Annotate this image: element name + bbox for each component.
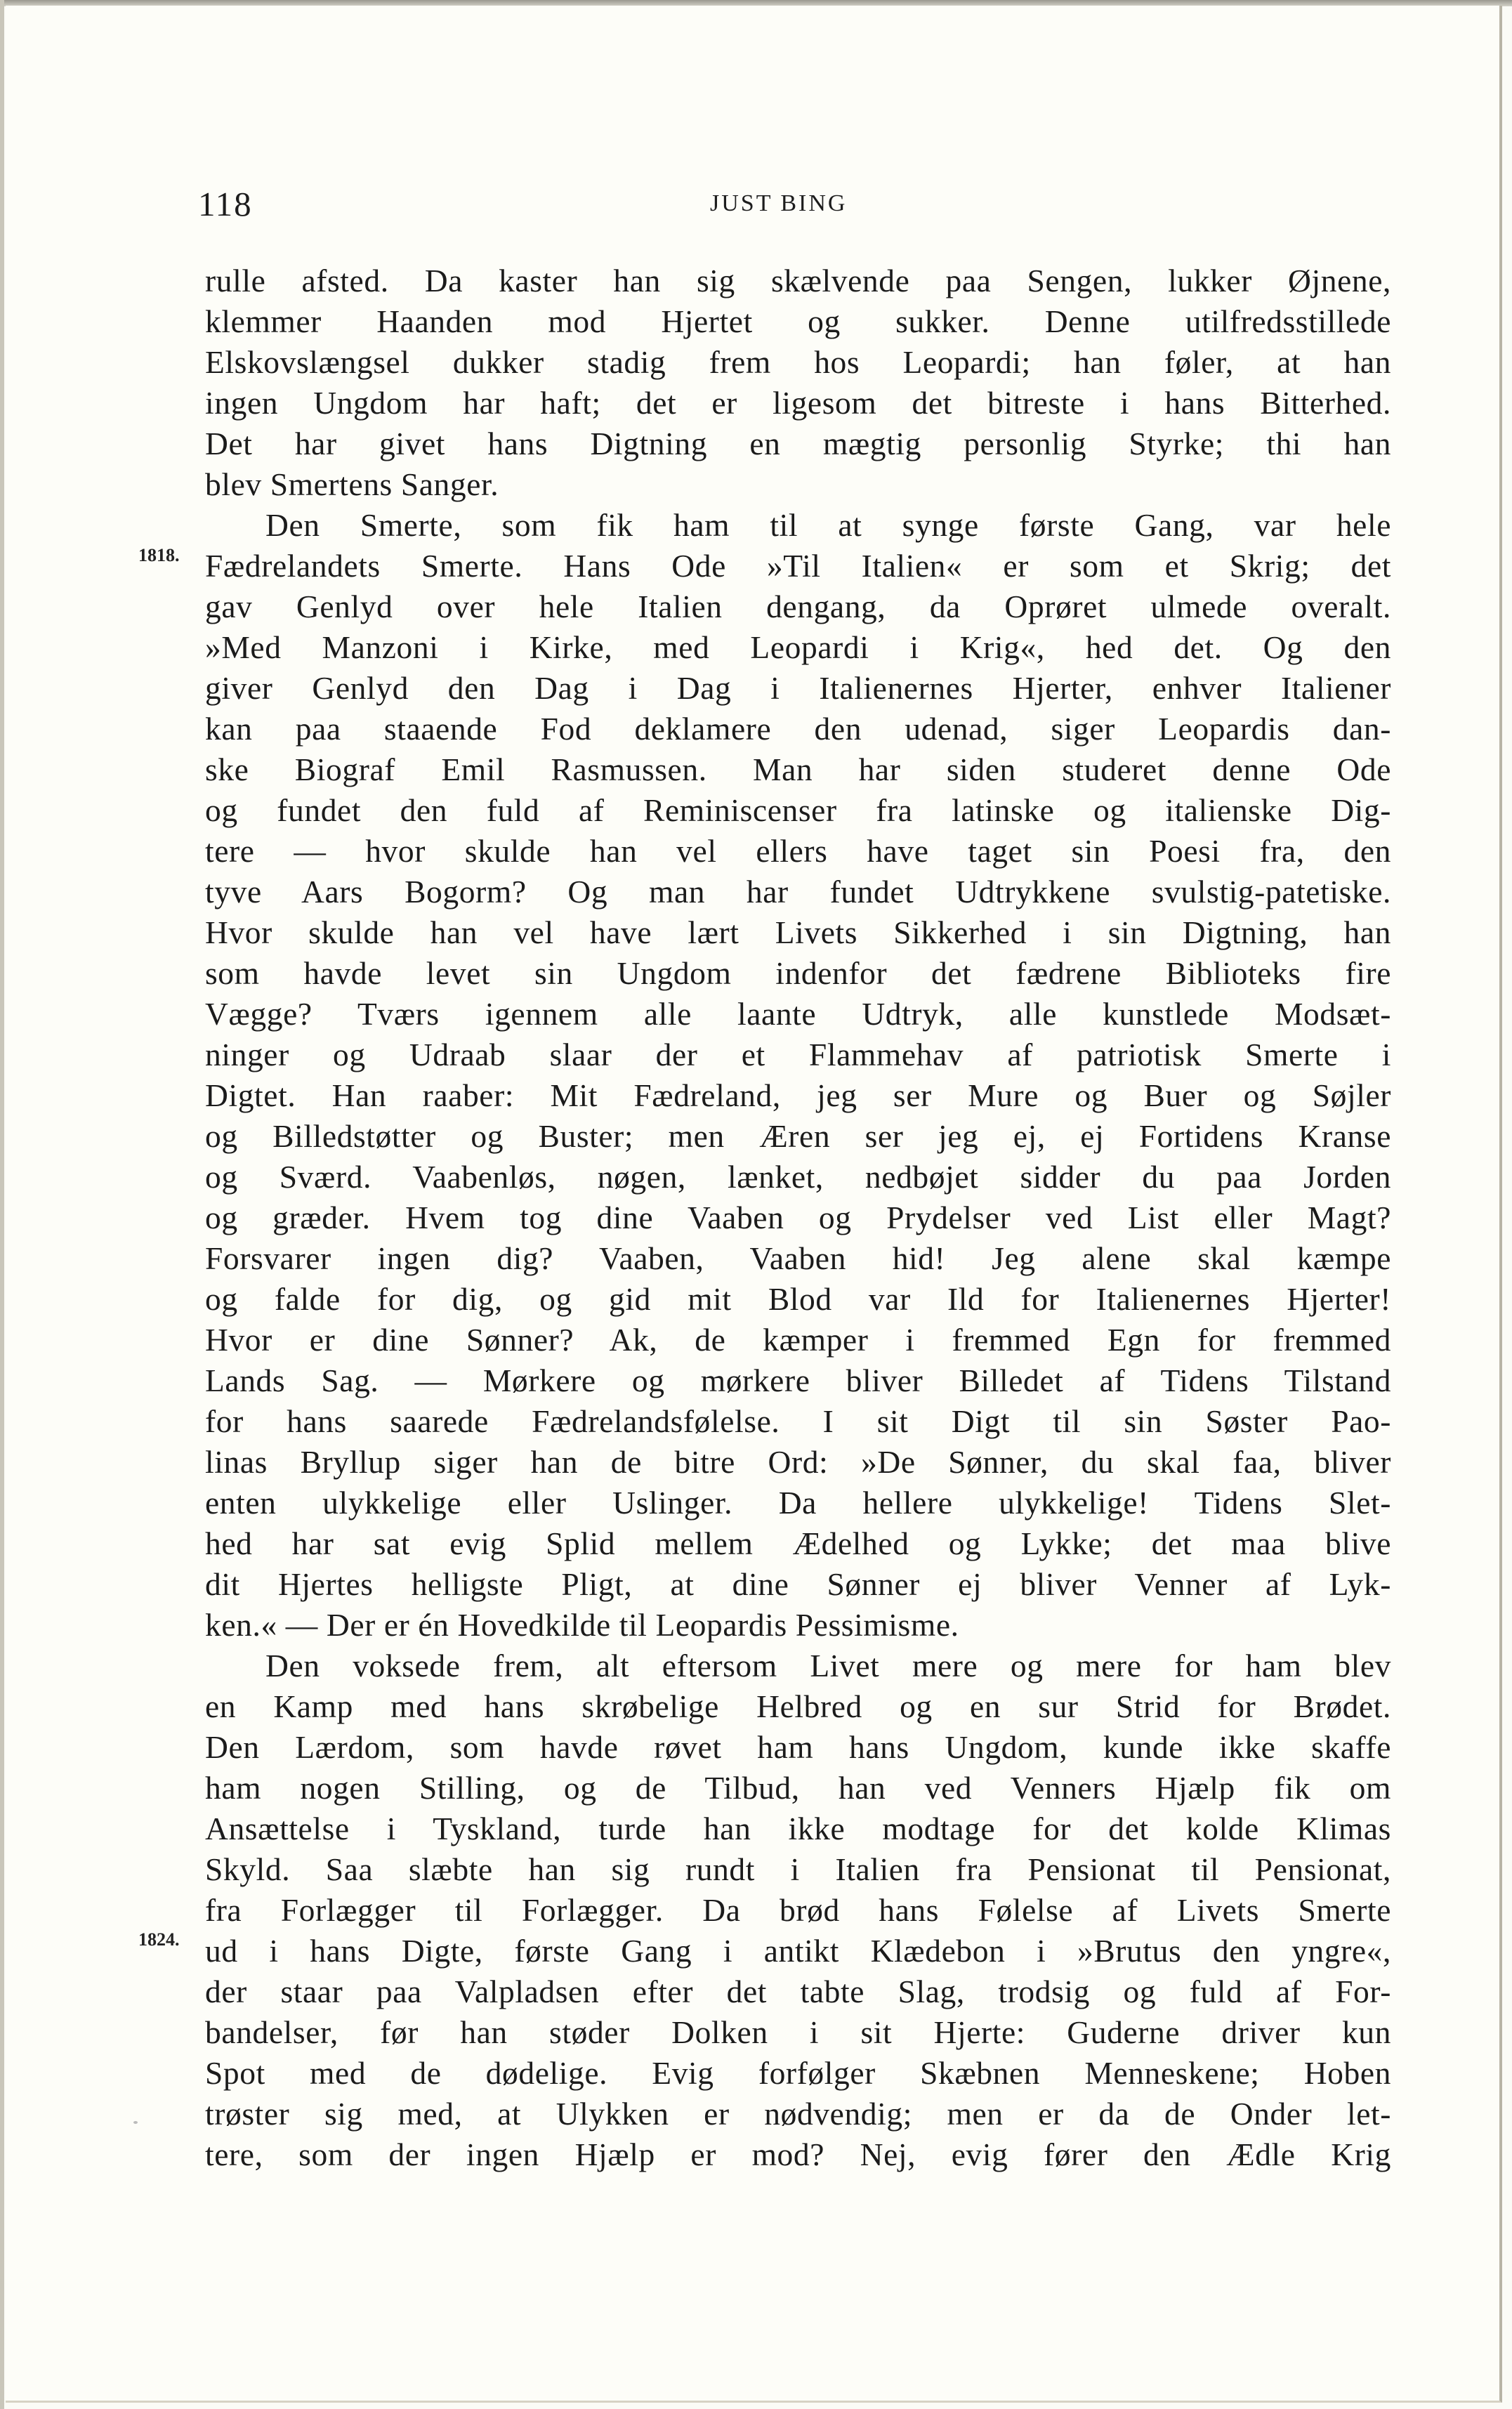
ink-smudge	[133, 2121, 138, 2124]
text-line: der staar paa Valpladsen efter det tabte Slag, trodsig og fuld af For-	[205, 1974, 1391, 2009]
text-line: ske Biograf Emil Rasmussen. Man har siden studeret denne Ode	[205, 751, 1391, 787]
text-line: Elskovslængsel dukker stadig frem hos Leopardi; han føler, at han	[205, 344, 1391, 380]
text-line: ken.« — Der er én Hovedkilde til Leopardis Pessimisme.	[205, 1607, 959, 1643]
margin-year-note: 1818.	[138, 545, 180, 565]
text-line: trøster sig med, at Ulykken er nødvendig; men er da de Onder let-	[205, 2096, 1391, 2132]
text-line: Den voksede frem, alt eftersom Livet mere og mere for ham blev	[265, 1648, 1391, 1683]
text-line: klemmer Haanden mod Hjertet og sukker. Denne utilfredsstillede	[205, 303, 1391, 339]
text-line: tere, som der ingen Hjælp er mod? Nej, evig fører den Ædle Krig	[205, 2136, 1391, 2172]
text-line: fra Forlægger til Forlægger. Da brød hans Følelse af Livets Smerte	[205, 1892, 1391, 1928]
text-line: og falde for dig, og gid mit Blod var Ild for Italienernes Hjerter!	[205, 1281, 1391, 1317]
text-line: »Med Manzoni i Kirke, med Leopardi i Krig«, hed det. Og den	[205, 629, 1391, 665]
text-line: Fædrelandets Smerte. Hans Ode »Til Italien« er som et Skrig; det	[205, 548, 1391, 584]
text-line: rulle afsted. Da kaster han sig skælvende paa Sengen, lukker Øjnene,	[205, 263, 1391, 298]
text-line: ham nogen Stilling, og de Tilbud, han ved Venners Hjælp fik om	[205, 1770, 1391, 1806]
text-line: og Sværd. Vaabenløs, nøgen, lænket, nedbøjet sidder du paa Jorden	[205, 1159, 1391, 1195]
text-line: Hvor skulde han vel have lært Livets Sikkerhed i sin Digtning, han	[205, 914, 1391, 950]
text-line: ninger og Udraab slaar der et Flammehav af patriotisk Smerte i	[205, 1037, 1391, 1072]
text-line: Vægge? Tværs igennem alle laante Udtryk, alle kunstlede Modsæt-	[205, 996, 1391, 1032]
text-line: ingen Ungdom har haft; det er ligesom det bitreste i hans Bitterhed.	[205, 385, 1391, 421]
text-line: Den Lærdom, som havde røvet ham hans Ungdom, kunde ikke skaffe	[205, 1729, 1391, 1765]
text-line: giver Genlyd den Dag i Dag i Italienernes Hjerter, enhver Italiener	[205, 670, 1391, 706]
text-line: dit Hjertes helligste Pligt, at dine Sønner ej bliver Venner af Lyk-	[205, 1566, 1391, 1602]
text-line: enten ulykkelige eller Uslinger. Da hellere ulykkelige! Tidens Slet-	[205, 1485, 1391, 1521]
text-line: Hvor er dine Sønner? Ak, de kæmper i fremmed Egn for fremmed	[205, 1322, 1391, 1358]
text-line: Skyld. Saa slæbte han sig rundt i Italien fra Pensionat til Pensionat,	[205, 1851, 1391, 1887]
page-number: 118	[198, 185, 253, 223]
text-line: for hans saarede Fædrelandsfølelse. I sit Digt til sin Søster Pao-	[205, 1403, 1391, 1439]
text-line: og græder. Hvem tog dine Vaaben og Prydelser ved List eller Magt?	[205, 1200, 1391, 1235]
text-line: gav Genlyd over hele Italien dengang, da Oprøret ulmede overalt.	[205, 589, 1391, 624]
running-head: JUST BING	[710, 190, 848, 216]
text-line: linas Bryllup siger han de bitre Ord: »De Sønner, du skal faa, bliver	[205, 1444, 1391, 1480]
text-line: tere — hvor skulde han vel ellers have taget sin Poesi fra, den	[205, 833, 1391, 869]
text-line: tyve Aars Bogorm? Og man har fundet Udtrykkene svulstig-patetiske.	[205, 874, 1391, 910]
text-line: som havde levet sin Ungdom indenfor det fædrene Biblioteks fire	[205, 955, 1391, 991]
text-line: en Kamp med hans skrøbelige Helbred og en sur Strid for Brødet.	[205, 1688, 1391, 1724]
text-line: Den Smerte, som fik ham til at synge første Gang, var hele	[265, 507, 1391, 543]
text-line: Forsvarer ingen dig? Vaaben, Vaaben hid! Jeg alene skal kæmpe	[205, 1240, 1391, 1276]
text-line: Det har givet hans Digtning en mægtig personlig Styrke; thi han	[205, 426, 1391, 461]
text-line: Digtet. Han raaber: Mit Fædreland, jeg ser Mure og Buer og Søjler	[205, 1077, 1391, 1113]
text-line: ud i hans Digte, første Gang i antikt Klædebon i »Brutus den yngre«,	[205, 1933, 1391, 1969]
text-line: og fundet den fuld af Reminiscenser fra latinske og italienske Dig-	[205, 792, 1391, 828]
text-line: Ansættelse i Tyskland, turde han ikke modtage for det kolde Klimas	[205, 1811, 1391, 1846]
margin-year-note: 1824.	[138, 1929, 180, 1950]
text-line: Lands Sag. — Mørkere og mørkere bliver Billedet af Tidens Tilstand	[205, 1363, 1391, 1398]
page-left-edge	[0, 0, 4, 2409]
text-line: kan paa staaende Fod deklamere den udenad, siger Leopardis dan-	[205, 711, 1391, 747]
text-line: og Billedstøtter og Buster; men Æren ser jeg ej, ej Fortidens Kranse	[205, 1118, 1391, 1154]
text-line: bandelser, før han støder Dolken i sit Hjerte: Guderne driver kun	[205, 2014, 1391, 2050]
text-line: hed har sat evig Splid mellem Ædelhed og Lykke; det maa blive	[205, 1525, 1391, 1561]
text-line: Spot med de dødelige. Evig forfølger Skæbnen Menneskene; Hoben	[205, 2055, 1391, 2091]
text-line: blev Smertens Sanger.	[205, 466, 499, 502]
